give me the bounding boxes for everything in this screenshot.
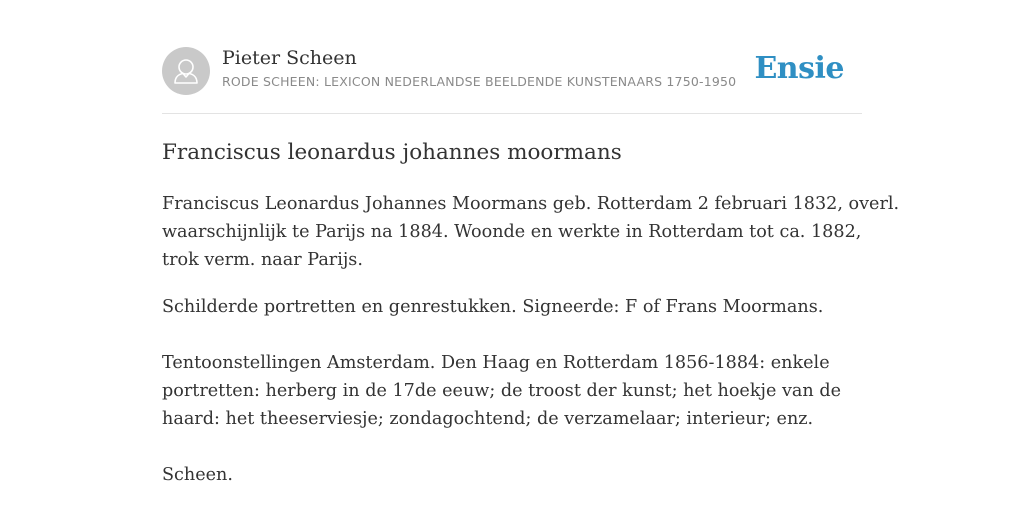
article-source-note [162,461,862,489]
ensie-logo[interactable]: Ensie [754,51,844,86]
paragraph-line: haard: het theeserviesje; zondagochtend; de verzamelaar; interieur; enz. [162,409,814,429]
author-name[interactable]: Pieter Scheen [222,47,357,69]
article-paragraph-2 [162,293,862,321]
article-paragraph-3 [162,349,862,433]
author-header [162,46,862,96]
paragraph-line: Schilderde portretten en genrestukken. Signeerde: F of Frans Moormans. [162,297,824,317]
paragraph-line: waarschijnlijk te Parijs na 1884. Woonde en werkte in Rotterdam tot ca. 1882, [162,222,862,242]
avatar[interactable] [162,47,210,95]
paragraph-line: portretten: herberg in de 17de eeuw; de troost der kunst; het hoekje van de [162,381,841,401]
header-divider [162,113,862,114]
paragraph-line: Tentoonstellingen Amsterdam. Den Haag en Rotterdam 1856-1884: enkele [162,353,830,373]
user-silhouette-icon [162,47,210,95]
paragraph-line: Franciscus Leonardus Johannes Moormans geb. Rotterdam 2 februari 1832, overl. [162,194,900,214]
source-title[interactable]: RODE SCHEEN: LEXICON NEDERLANDSE BEELDENDE KUNSTENAARS 1750-1950 [222,74,737,89]
paragraph-line: Scheen. [162,465,233,485]
article-paragraph-1 [162,190,900,274]
paragraph-line: trok verm. naar Parijs. [162,250,363,270]
article-title: Franciscus leonardus johannes moormans [162,140,622,165]
